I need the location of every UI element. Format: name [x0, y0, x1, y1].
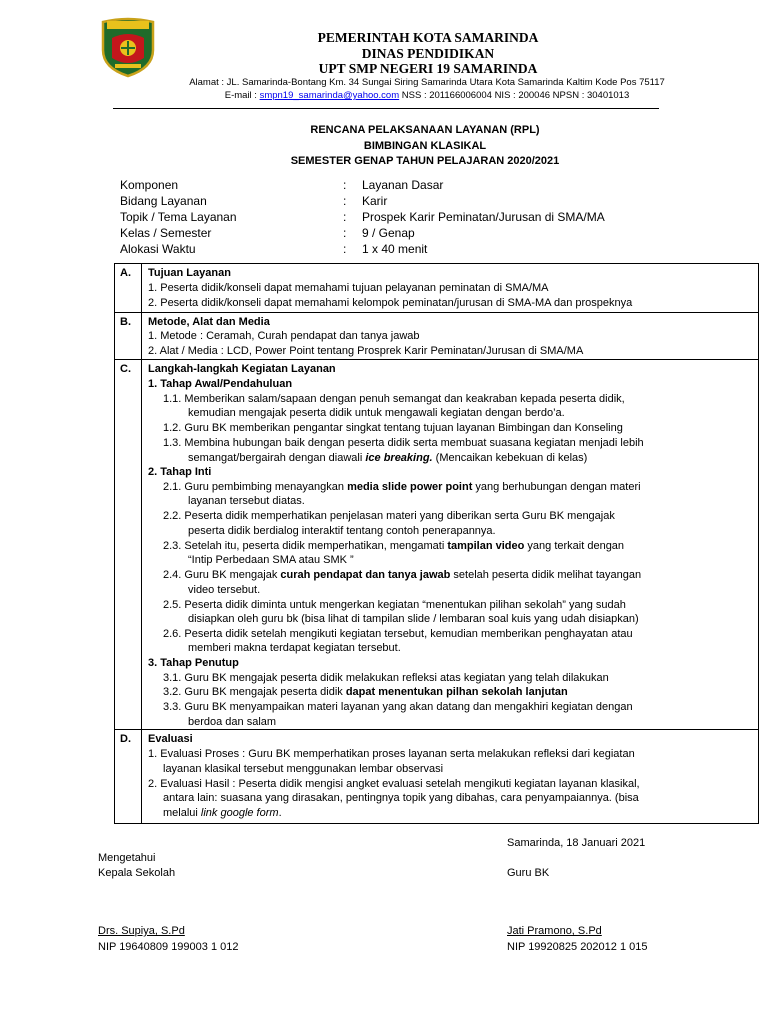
list-item: 2. Alat / Media : LCD, Power Point tentang Prosprek Karir Peminatan/Jurusan di SMA/MA [148, 345, 584, 357]
emphasis-text: media slide power point [347, 481, 473, 493]
evaluation-text: 1. Evaluasi Proses : Guru BK memperhatikan proses layanan serta melakukan refleksi dari kegiatan [148, 748, 635, 760]
signatory-nip: NIP 19640809 199003 1 012 [98, 941, 239, 953]
table-border-bottom [114, 823, 759, 824]
letterhead-line-2: DINAS PENDIDIKAN [361, 46, 495, 61]
doc-title-line-3: SEMESTER GENAP TAHUN PELAJARAN 2020/2021 [290, 155, 560, 167]
evaluation-text: layanan klasikal tersebut menggunakan lembar observasi [163, 763, 444, 775]
table-border-col [141, 263, 142, 823]
list-item: 2. Peserta didik/konseli dapat memahami kelompok peminatan/jurusan di SMA-MA dan prospeknya [148, 297, 633, 309]
section-letter: B. [120, 316, 131, 328]
section-letter: C. [120, 363, 131, 375]
signature-role: Mengetahui [98, 852, 156, 864]
signatory-name: Jati Pramono, S.Pd [507, 925, 602, 937]
doc-title-line-1: RENCANA PELAKSANAAN LAYANAN (RPL) [310, 124, 540, 136]
city-emblem-logo [97, 16, 159, 78]
info-value: Layanan Dasar [362, 178, 444, 192]
table-border-top [114, 263, 759, 264]
step-text: 2.4. Guru BK mengajak curah pendapat dan tanya jawab setelah peserta didik melihat tayangan [163, 569, 642, 581]
step-text: peserta didik berdialog interaktif tentang contoh penerapannya. [188, 525, 496, 537]
step-text: semangat/bergairah dengan diawali ice breaking. (Mencaikan kebekuan di kelas) [188, 452, 588, 464]
info-value: 1 x 40 menit [362, 242, 428, 256]
info-label: Topik / Tema Layanan [120, 210, 237, 224]
letterhead-line-3: UPT SMP NEGERI 19 SAMARINDA [318, 61, 538, 76]
list-item: 1. Peserta didik/konseli dapat memahami tujuan pelayanan peminatan di SMA/MA [148, 282, 549, 294]
email-label: E-mail : [224, 90, 260, 101]
step-text: 1.1. Memberikan salam/sapaan dengan penuh semangat dan keakraban kepada peserta didik, [163, 393, 625, 405]
emphasis-text: link google form [200, 807, 279, 819]
step-text: 2.1. Guru pembimbing menayangkan media slide power point yang berhubungan dengan materi [163, 481, 641, 493]
signature-role: Guru BK [507, 867, 550, 879]
table-border-left [114, 263, 115, 823]
step-text: “Intip Perbedaan SMA atau SMK ” [188, 554, 354, 566]
evaluation-text: antara lain: suasana yang dirasakan, pentingnya topik yang dibahas, cara penyampaiannya. (bisa [163, 792, 639, 804]
step-text: 2.2. Peserta didik memperhatikan penjelasan materi yang diberikan serta Guru BK mengajak [163, 510, 615, 522]
section-letter: D. [120, 733, 131, 745]
step-text: 3.1. Guru BK mengajak peserta didik melakukan refleksi atas kegiatan yang telah dilakukan [163, 672, 609, 684]
letterhead-contact [140, 90, 714, 101]
info-value: Karir [362, 194, 388, 208]
info-colon: : [343, 178, 347, 192]
stage-heading: 2. Tahap Inti [148, 466, 212, 478]
info-colon: : [343, 210, 347, 224]
step-text: 2.5. Peserta didik diminta untuk mengerkan kegiatan “menentukan pilihan sekolah” yang sudah [163, 599, 626, 611]
signatory-nip: NIP 19920825 202012 1 015 [507, 941, 648, 953]
step-text: 1.2. Guru BK memberikan pengantar singkat tentang tujuan layanan Bimbingan dan Konseling [163, 422, 623, 434]
info-colon: : [343, 242, 347, 256]
step-text: video tersebut. [188, 584, 261, 596]
emphasis-text: tampilan video [447, 540, 525, 552]
step-text: memberi makna terdapat kegiatan tersebut. [188, 642, 401, 654]
step-text: 2.3. Setelah itu, peserta didik memperhatikan, mengamati tampilan video yang terkait dengan [163, 540, 625, 552]
evaluation-text: 2. Evaluasi Hasil : Peserta didik mengisi angket evaluasi setelah mengikuti kegiatan layanan klasikal, [148, 778, 640, 790]
evaluation-text: melalui link google form. [163, 807, 282, 819]
list-item: 1. Metode : Ceramah, Curah pendapat dan tanya jawab [148, 330, 420, 342]
emphasis-text: ice breaking. [365, 452, 433, 464]
step-text: disiapkan oleh guru bk (bisa lihat di tampilan slide / lembaran soal kuis yang udah disiapkan) [188, 613, 639, 625]
info-value: 9 / Genap [362, 226, 415, 240]
signature-role: Kepala Sekolah [98, 867, 176, 879]
email-link[interactable]: smpn19_samarinda@yahoo.com [259, 90, 400, 101]
stage-heading: 1. Tahap Awal/Pendahuluan [148, 378, 293, 390]
section-title: Tujuan Layanan [148, 267, 231, 279]
step-text: kemudian mengajak peserta didik untuk mengawali kegiatan dengan berdo’a. [188, 407, 565, 419]
emphasis-text: dapat menentukan pilhan sekolah lanjutan [345, 686, 568, 698]
stage-heading: 3. Tahap Penutup [148, 657, 239, 669]
section-title: Evaluasi [148, 733, 193, 745]
info-colon: : [343, 194, 347, 208]
table-border-row [114, 312, 759, 313]
school-ids: NSS : 201166006004 NIS : 200046 NPSN : 30401013 [399, 90, 630, 101]
step-text: 1.3. Membina hubungan baik dengan peserta didik serta membuat suasana kegiatan menjadi lebih [163, 437, 644, 449]
section-title: Langkah-langkah Kegiatan Layanan [148, 363, 336, 375]
step-text: 2.6. Peserta didik setelah mengikuti kegiatan tersebut, kemudian memberikan penghayatan atau [163, 628, 633, 640]
info-label: Alokasi Waktu [120, 242, 196, 256]
info-colon: : [343, 226, 347, 240]
doc-title-line-2: BIMBINGAN KLASIKAL [363, 140, 487, 152]
letterhead-address: Alamat : JL. Samarinda-Bontang Km. 34 Sungai Siring Samarinda Utara Kota Samarinda Kaltim Kode Pos 75117 [189, 77, 665, 88]
info-label: Bidang Layanan [120, 194, 207, 208]
signatory-name: Drs. Supiya, S.Pd [98, 925, 185, 937]
step-text: layanan tersebut diatas. [188, 495, 305, 507]
emphasis-text: curah pendapat dan tanya jawab [280, 569, 451, 581]
place-date: Samarinda, 18 Januari 2021 [507, 837, 646, 849]
letterhead-rule [113, 108, 659, 109]
letterhead-line-1: PEMERINTAH KOTA SAMARINDA [317, 30, 539, 45]
step-text: 3.2. Guru BK mengajak peserta didik dapat menentukan pilhan sekolah lanjutan [163, 686, 568, 698]
section-letter: A. [120, 267, 131, 279]
table-border-row [114, 729, 759, 730]
step-text: 3.3. Guru BK menyampaikan materi layanan yang akan datang dan mengakhiri kegiatan dengan [163, 701, 633, 713]
step-text: berdoa dan salam [188, 716, 277, 728]
info-label: Kelas / Semester [120, 226, 212, 240]
section-title: Metode, Alat dan Media [148, 316, 270, 328]
info-value: Prospek Karir Peminatan/Jurusan di SMA/MA [362, 210, 605, 224]
table-border-right [758, 263, 759, 823]
table-border-row [114, 359, 759, 360]
info-label: Komponen [120, 178, 179, 192]
